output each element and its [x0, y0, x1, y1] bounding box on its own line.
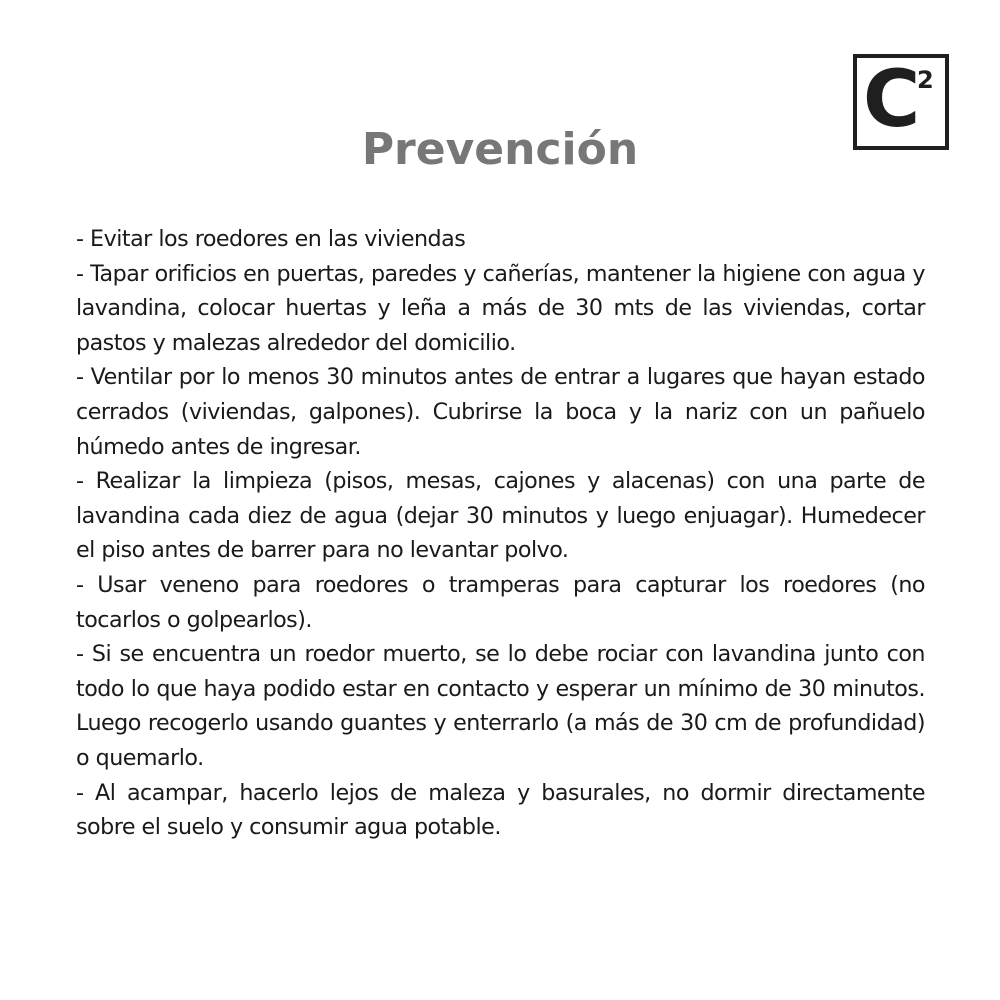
logo-letter: C — [863, 55, 921, 145]
prevention-item: - Si se encuentra un roedor muerto, se lo debe rociar con lavandina junto con todo lo que haya podido estar en contacto y esperar un mínimo de 30 minutos. Luego recogerlo usando guantes y enterrarlo (a más de 30 cm de profundidad) o quemarlo. — [76, 641, 925, 771]
page-title: Prevención — [361, 124, 639, 175]
prevention-item: - Usar veneno para roedores o tramperas para capturar los roedores (no tocarlos o golpearlos). — [76, 571, 925, 633]
prevention-item: - Ventilar por lo menos 30 minutos antes de entrar a lugares que hayan estado cerrados (viviendas, galpones). Cubrirse la boca y la nariz con un pañuelo húmedo antes de ingresar. — [76, 364, 925, 460]
prevention-item: - Tapar orificios en puertas, paredes y cañerías, mantener la higiene con agua y lavandina, colocar huertas y leña a más de 30 mts de las viviendas, cortar pastos y malezas alrededor del domicilio. — [76, 260, 925, 356]
prevention-item: - Realizar la limpieza (pisos, mesas, cajones y alacenas) con una parte de lavandina cada diez de agua (dejar 30 minutos y luego enjuagar). Humedecer el piso antes de barrer para no levantar polvo. — [76, 468, 925, 564]
prevention-item: - Evitar los roedores en las viviendas — [76, 226, 466, 252]
logo-exponent: 2 — [917, 66, 934, 94]
prevention-list — [76, 222, 925, 845]
prevention-item: - Al acampar, hacerlo lejos de maleza y basurales, no dormir directamente sobre el suelo y consumir agua potable. — [76, 779, 925, 841]
